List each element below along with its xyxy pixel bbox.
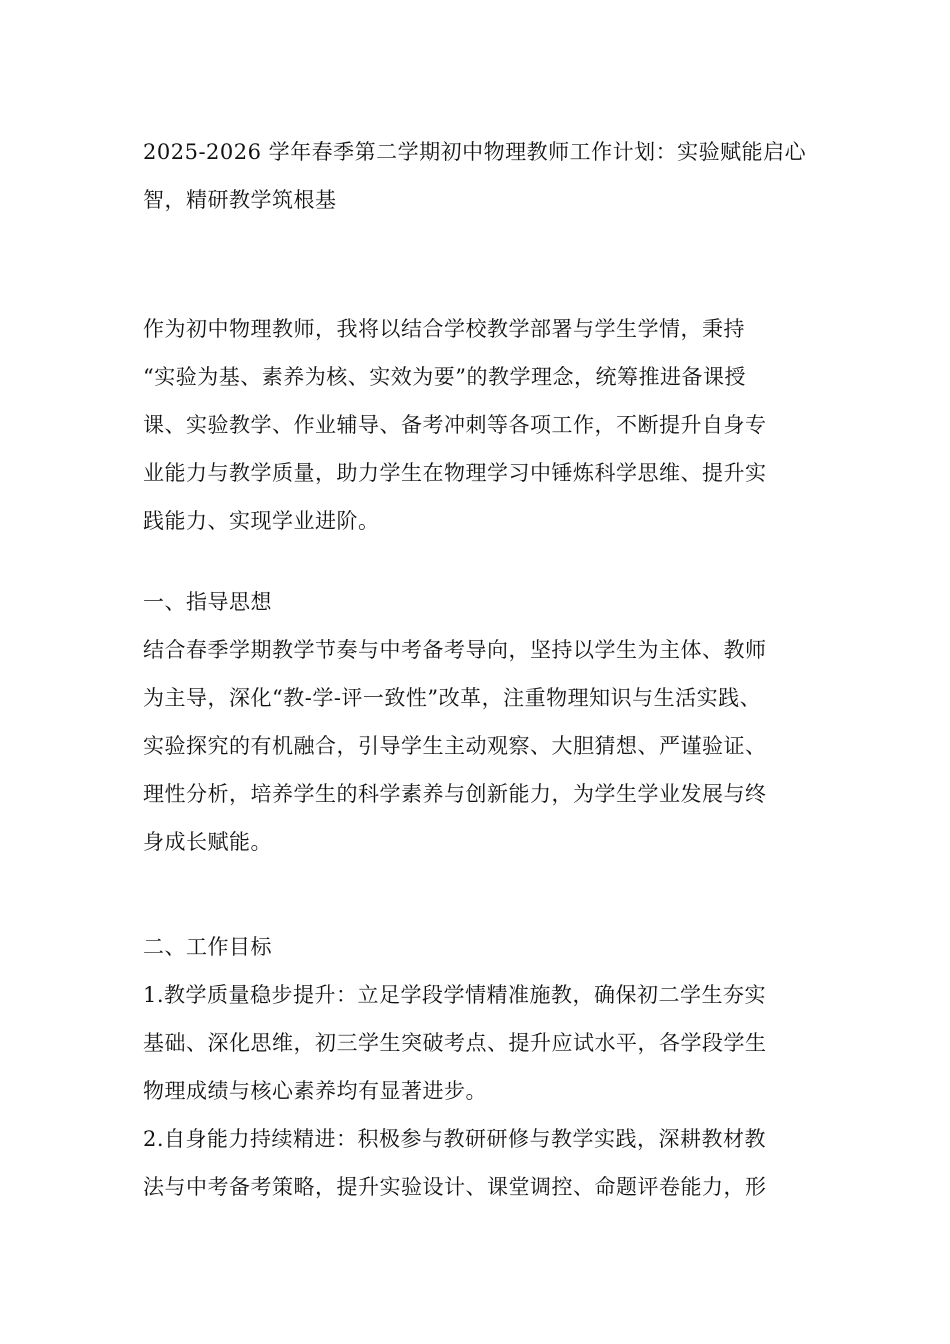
- paragraph-line: 基础、深化思维，初三学生突破考点、提升应试水平，各学段学生: [143, 1031, 767, 1055]
- paragraph-line: 2.自身能力持续精进：积极参与教研研修与教学实践，深耕教材教: [143, 1127, 767, 1151]
- paragraph-line: 身成长赋能。: [143, 830, 272, 854]
- intro-paragraph: [143, 305, 807, 545]
- paragraph-line: 课、实验教学、作业辅导、备考冲刺等各项工作，不断提升自身专: [143, 413, 767, 437]
- paragraph-line: 为主导，深化“教-学-评一致性”改革，注重物理知识与生活实践、: [143, 686, 762, 710]
- paragraph-line: 实验探究的有机融合，引导学生主动观察、大胆猜想、严谨验证、: [143, 734, 767, 758]
- goal-item-teaching-quality: [143, 971, 807, 1115]
- title-line: 2025-2026 学年春季第二学期初中物理教师工作计划：实验赋能启心: [143, 140, 807, 164]
- paragraph-line: 理性分析，培养学生的科学素养与创新能力，为学生学业发展与终: [143, 782, 767, 806]
- paragraph-line: 1.教学质量稳步提升：立足学段学情精准施教，确保初二学生夯实: [143, 983, 767, 1007]
- document-title: [143, 128, 807, 224]
- section-heading-work-goals: 二、工作目标: [143, 935, 272, 959]
- paragraph-line: 物理成绩与核心素养均有显著进步。: [143, 1079, 487, 1103]
- goal-item-self-improvement: [143, 1115, 807, 1211]
- title-line: 智，精研教学筑根基: [143, 188, 337, 212]
- paragraph-line: 业能力与教学质量，助力学生在物理学习中锤炼科学思维、提升实: [143, 461, 767, 485]
- section-heading-guiding-ideology: 一、指导思想: [143, 590, 272, 614]
- paragraph-line: 法与中考备考策略，提升实验设计、课堂调控、命题评卷能力，形: [143, 1175, 767, 1199]
- paragraph-line: “实验为基、素养为核、实效为要”的教学理念，统筹推进备课授: [143, 365, 746, 389]
- section-body-guiding-ideology: [143, 626, 807, 866]
- paragraph-line: 结合春季学期教学节奏与中考备考导向，坚持以学生为主体、教师: [143, 638, 767, 662]
- paragraph-line: 作为初中物理教师，我将以结合学校教学部署与学生学情，秉持: [143, 317, 745, 341]
- paragraph-line: 践能力、实现学业进阶。: [143, 509, 380, 533]
